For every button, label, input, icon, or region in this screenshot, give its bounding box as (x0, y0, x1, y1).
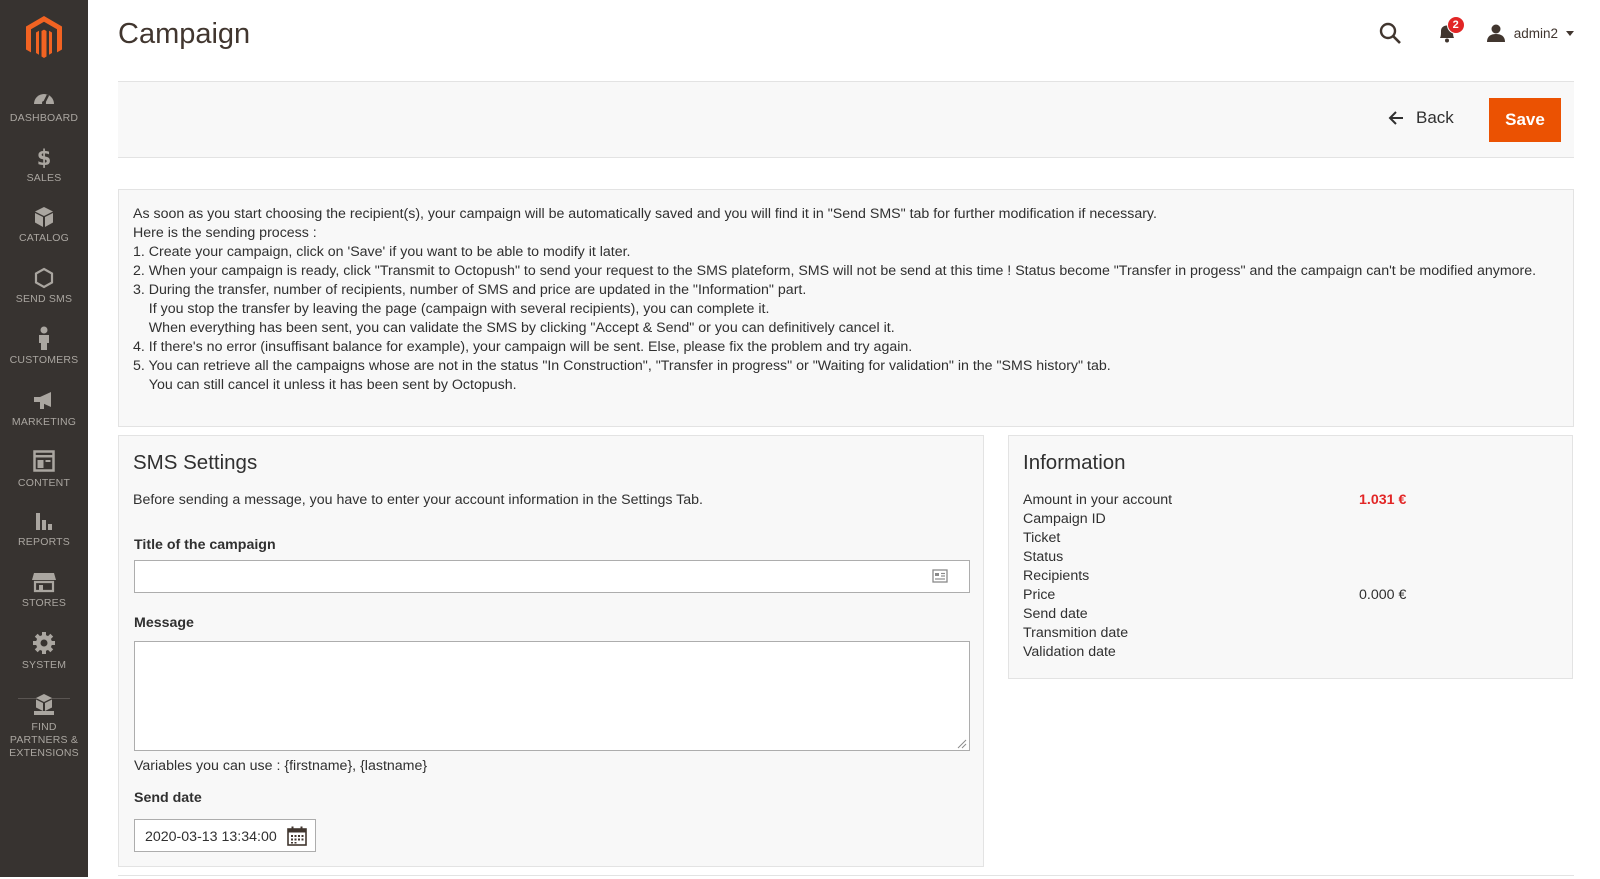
notice-line: Here is the sending process : (133, 225, 317, 241)
notice-line: When everything has been sent, you can validate the SMS by clicking "Accept & Send" or you can definitively cancel it. (133, 320, 895, 336)
sidebar-item-label: REPORTS (18, 536, 70, 548)
notice-line: If you stop the transfer by leaving the page (campaign with several recipients), you can complete it. (133, 301, 770, 317)
user-name: admin2 (1513, 25, 1558, 41)
info-row (1023, 510, 1558, 529)
notice-line: 2. When your campaign is ready, click "Transmit to Octopush" to send your request to the SMS plateform, SMS will not be send at this time ! Status become "Transfer in progess" and the campaign can't be modified anymore. (133, 263, 1537, 279)
person-icon (32, 326, 56, 350)
notice-line: You can still cancel it unless it has been sent by Octopush. (133, 377, 517, 393)
resize-grip-icon[interactable] (957, 739, 967, 749)
dashboard-icon (32, 88, 56, 108)
hexagon-icon (32, 267, 56, 289)
info-key: Amount in your account (1023, 492, 1173, 508)
info-key: Price (1023, 587, 1056, 603)
info-key: Validation date (1023, 644, 1116, 660)
calendar-icon[interactable] (286, 825, 308, 847)
price-value: 0.000 € (1359, 587, 1407, 603)
sending-process-notice (118, 189, 1574, 427)
sidebar-item-label: STORES (21, 597, 67, 609)
sidebar-item-marketing[interactable] (0, 390, 88, 450)
sidebar-item-sales[interactable] (0, 146, 88, 206)
info-key: Campaign ID (1023, 511, 1106, 527)
message-textarea[interactable] (134, 641, 970, 751)
info-row (1023, 624, 1558, 643)
notice-line: 3. During the transfer, number of recipients, number of SMS and price are updated in the "Information" part. (133, 282, 807, 298)
sidebar-item-system[interactable] (0, 631, 88, 691)
header-actions (1378, 20, 1574, 46)
cube-icon (32, 206, 56, 228)
save-button[interactable]: Save (1489, 98, 1561, 142)
information-panel (1008, 435, 1573, 679)
sms-settings-panel (118, 435, 984, 867)
info-row (1023, 548, 1558, 567)
sidebar-item-send-sms[interactable] (0, 267, 88, 327)
info-key: Send date (1023, 606, 1088, 622)
bar-chart-icon (32, 510, 56, 532)
back-button[interactable] (1388, 108, 1454, 128)
user-menu[interactable] (1486, 23, 1574, 43)
admin-sidebar (0, 0, 88, 877)
sidebar-item-dashboard[interactable] (0, 88, 88, 148)
sidebar-item-stores[interactable] (0, 571, 88, 631)
info-row (1023, 529, 1558, 548)
campaign-title-input[interactable] (134, 560, 970, 593)
send-date-label: Send date (134, 790, 202, 806)
store-icon (31, 571, 57, 593)
next-section-edge (118, 875, 1574, 879)
sidebar-item-label: DASHBOARD (9, 112, 79, 124)
sidebar-item-label: CONTENT (17, 477, 71, 489)
sidebar-item-label: CATALOG (18, 232, 70, 244)
info-row (1023, 567, 1558, 586)
svg-text:$: $ (36, 146, 52, 168)
sidebar-item-label: FIND PARTNERS & EXTENSIONS (9, 721, 79, 759)
sidebar-item-label: SALES (26, 172, 62, 184)
information-table (1023, 491, 1558, 662)
info-row (1023, 643, 1558, 662)
info-key: Recipients (1023, 568, 1090, 584)
info-row (1023, 491, 1558, 510)
sidebar-item-content[interactable] (0, 449, 88, 509)
sidebar-item-catalog[interactable] (0, 206, 88, 266)
variables-note: Variables you can use : {firstname}, {lastname} (134, 758, 428, 774)
send-date-input[interactable] (134, 819, 316, 852)
sidebar-item-label: CUSTOMERS (9, 354, 79, 366)
info-key: Transmition date (1023, 625, 1129, 641)
notice-line: As soon as you start choosing the recipient(s), your campaign will be automatically saved and you will find it in "Send SMS" tab for further modification if necessary. (133, 206, 1157, 222)
back-button-label: Back (1416, 108, 1454, 127)
page-title: Campaign (118, 18, 251, 50)
info-key: Status (1023, 549, 1064, 565)
notifications-count-badge: 2 (1447, 16, 1465, 34)
sms-settings-title: SMS Settings (133, 451, 258, 474)
sidebar-item-label: SEND SMS (15, 293, 73, 305)
sms-settings-intro: Before sending a message, you have to enter your account information in the Settings Tab. (133, 492, 703, 508)
search-icon[interactable] (1378, 21, 1402, 45)
send-date-value: 2020-03-13 13:34:00 (145, 829, 277, 845)
sidebar-item-find-partners[interactable] (0, 693, 88, 763)
campaign-title-label: Title of the campaign (134, 537, 276, 553)
information-title: Information (1023, 451, 1126, 474)
notice-line: 1. Create your campaign, click on 'Save' if you want to be able to modify it later. (133, 244, 631, 260)
notice-line: 5. You can retrieve all the campaigns whose are not in the status "In Construction", "Transfer in progress" or "Waiting for validation" in the "SMS history" tab. (133, 358, 1111, 374)
page-actions-bar (118, 81, 1574, 158)
magento-logo-icon[interactable] (24, 16, 64, 60)
info-key: Ticket (1023, 530, 1061, 546)
sidebar-item-customers[interactable] (0, 326, 88, 386)
dollar-icon (32, 146, 56, 168)
user-icon (1486, 23, 1506, 43)
gear-icon (32, 631, 56, 655)
contact-card-icon (932, 569, 948, 583)
info-row (1023, 605, 1558, 624)
sidebar-item-label: MARKETING (11, 416, 77, 428)
info-row (1023, 586, 1558, 605)
layout-icon (32, 449, 56, 473)
notice-line: 4. If there's no error (insuffisant balance for example), your campaign will be sent. Else, please fix the problem and try again. (133, 339, 913, 355)
arrow-left-icon (1388, 111, 1404, 125)
boxes-icon (31, 693, 57, 717)
account-balance-value: 1.031 € (1359, 492, 1407, 508)
sidebar-item-label: SYSTEM (21, 659, 67, 671)
message-label: Message (134, 615, 194, 631)
chevron-down-icon (1566, 31, 1574, 36)
sidebar-item-reports[interactable] (0, 510, 88, 570)
notifications-button[interactable] (1436, 19, 1459, 44)
megaphone-icon (31, 390, 57, 412)
